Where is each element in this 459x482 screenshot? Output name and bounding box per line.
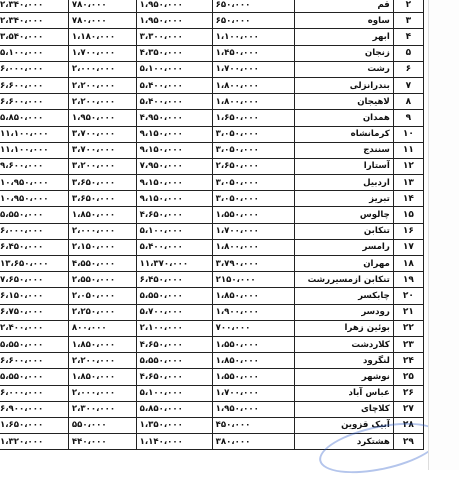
rate-2-cell: ۱،۹۵۰،۰۰۰ [136, 0, 212, 13]
rate-3-cell: ۱،۹۵۰،۰۰۰ [68, 110, 136, 126]
table-row [0, 223, 424, 239]
row-number-cell: ۱۵ [393, 207, 423, 223]
city-name-cell: بوئین زهرا [294, 320, 393, 336]
city-name-cell: لاهیجان [294, 94, 393, 110]
city-name-cell: آستارا [294, 158, 393, 174]
row-number-cell: ۲۱ [393, 304, 423, 320]
city-name-cell: عباس آباد [294, 385, 393, 401]
rate-2-cell: ۵،۴۰۰،۰۰۰ [136, 239, 212, 255]
row-number-cell: ۲۰ [393, 288, 423, 304]
rate-4-cell: ۶،۰۰۰،۰۰۰ [0, 385, 68, 401]
table-row [0, 94, 424, 110]
row-number-cell: ۱۸ [393, 256, 423, 272]
rate-2-cell: ۵،۱۰۰،۰۰۰ [136, 385, 212, 401]
row-number-cell: ۱۴ [393, 191, 423, 207]
rate-4-cell: ۵،۸۵۰،۰۰۰ [0, 110, 68, 126]
city-name-cell: بندرانزلی [294, 77, 393, 93]
table-row [0, 126, 424, 142]
rate-1-cell: ۱،۸۰۰،۰۰۰ [212, 77, 294, 93]
rate-1-cell: ۳۸۰،۰۰۰ [212, 434, 294, 450]
rate-2-cell: ۴،۶۵۰،۰۰۰ [136, 336, 212, 352]
rate-3-cell: ۷۸۰،۰۰۰ [68, 13, 136, 29]
table-row [0, 45, 424, 61]
rate-2-cell: ۵،۴۰۰،۰۰۰ [136, 94, 212, 110]
table-row [0, 401, 424, 417]
table-row [0, 272, 424, 288]
rate-4-cell: ۳،۵۴۰،۰۰۰ [0, 29, 68, 45]
city-name-cell: آبیک قزوین [294, 417, 393, 433]
table-row [0, 353, 424, 369]
rate-3-cell: ۲،۰۵۰،۰۰۰ [68, 288, 136, 304]
rate-2-cell: ۹،۱۵۰،۰۰۰ [136, 126, 212, 142]
table-row [0, 239, 424, 255]
row-number-cell: ۲۷ [393, 401, 423, 417]
rate-1-cell: ۷۰۰،۰۰۰ [212, 320, 294, 336]
row-number-cell: ۶ [393, 61, 423, 77]
row-number-cell: ۲۲ [393, 320, 423, 336]
city-name-cell: ابهر [294, 29, 393, 45]
row-number-cell: ۱۷ [393, 239, 423, 255]
table-row [0, 288, 424, 304]
rate-2-cell: ۵،۵۵۰،۰۰۰ [136, 288, 212, 304]
rate-2-cell: ۲،۱۰۰،۰۰۰ [136, 320, 212, 336]
table-row [0, 110, 424, 126]
rate-2-cell: ۵،۸۵۰،۰۰۰ [136, 401, 212, 417]
row-number-cell: ۱۲ [393, 158, 423, 174]
row-number-cell: ۲۴ [393, 353, 423, 369]
table-row [0, 77, 424, 93]
city-name-cell: سنندج [294, 142, 393, 158]
rate-2-cell: ۱،۱۴۰،۰۰۰ [136, 434, 212, 450]
rate-3-cell: ۸۰۰،۰۰۰ [68, 320, 136, 336]
rate-2-cell: ۴،۶۵۰،۰۰۰ [136, 207, 212, 223]
rate-2-cell: ۴،۹۵۰،۰۰۰ [136, 110, 212, 126]
rate-2-cell: ۴،۳۵۰،۰۰۰ [136, 45, 212, 61]
rate-1-cell: ۶۵۰،۰۰۰ [212, 13, 294, 29]
city-name-cell: اردبیل [294, 175, 393, 191]
table-row [0, 369, 424, 385]
city-name-cell: تبریز [294, 191, 393, 207]
rate-1-cell: ۱،۱۰۰،۰۰۰ [212, 29, 294, 45]
table-row [0, 385, 424, 401]
row-number-cell: ۴ [393, 29, 423, 45]
rate-1-cell: ۱،۵۵۰،۰۰۰ [212, 207, 294, 223]
row-number-cell: ۸ [393, 94, 423, 110]
row-number-cell: ۵ [393, 45, 423, 61]
rate-1-cell: ۱،۵۵۰،۰۰۰ [212, 369, 294, 385]
table-row [0, 175, 424, 191]
rate-2-cell: ۳،۳۰۰،۰۰۰ [136, 29, 212, 45]
rate-3-cell: ۳،۷۰۰،۰۰۰ [68, 142, 136, 158]
city-name-cell: کلاچای [294, 401, 393, 417]
row-number-cell: ۱۳ [393, 175, 423, 191]
rate-3-cell: ۱،۸۵۰،۰۰۰ [68, 207, 136, 223]
rate-4-cell: ۵،۵۵۰،۰۰۰ [0, 369, 68, 385]
rate-1-cell: ۲۱۵۰،۰۰۰ [212, 272, 294, 288]
rate-1-cell: ۲،۶۵۰،۰۰۰ [212, 158, 294, 174]
city-name-cell: هشتکرد [294, 434, 393, 450]
rate-4-cell: ۲،۳۴۰،۰۰۰ [0, 0, 68, 13]
rate-2-cell: ۱،۹۵۰،۰۰۰ [136, 13, 212, 29]
city-name-cell: رامسر [294, 239, 393, 255]
rate-3-cell: ۳،۷۰۰،۰۰۰ [68, 126, 136, 142]
table-row [0, 0, 424, 13]
page-margin [428, 0, 459, 470]
rate-1-cell: ۱،۹۵۰،۰۰۰ [212, 401, 294, 417]
rate-3-cell: ۳،۶۵۰،۰۰۰ [68, 175, 136, 191]
rate-2-cell: ۶،۴۵۰،۰۰۰ [136, 272, 212, 288]
city-name-cell: رودسر [294, 304, 393, 320]
rate-1-cell: ۶۵۰،۰۰۰ [212, 0, 294, 13]
rate-1-cell: ۱،۷۰۰،۰۰۰ [212, 385, 294, 401]
rate-1-cell: ۳،۰۵۰،۰۰۰ [212, 142, 294, 158]
rate-4-cell: ۱۰،۹۵۰،۰۰۰ [0, 175, 68, 191]
row-number-cell: ۲۹ [393, 434, 423, 450]
rate-4-cell: ۱۰،۹۵۰،۰۰۰ [0, 191, 68, 207]
table-row [0, 191, 424, 207]
rate-3-cell: ۳،۶۵۰،۰۰۰ [68, 191, 136, 207]
rate-1-cell: ۳،۰۵۰،۰۰۰ [212, 126, 294, 142]
table-row [0, 256, 424, 272]
city-name-cell: نوشهر [294, 369, 393, 385]
table-row [0, 142, 424, 158]
rate-3-cell: ۱،۱۸۰،۰۰۰ [68, 29, 136, 45]
city-name-cell: کلاردشت [294, 336, 393, 352]
city-name-cell: همدان [294, 110, 393, 126]
rate-4-cell: ۹،۶۰۰،۰۰۰ [0, 158, 68, 174]
rate-1-cell: ۳،۰۵۰،۰۰۰ [212, 191, 294, 207]
rate-1-cell: ۳،۷۹۰،۰۰۰ [212, 256, 294, 272]
rate-2-cell: ۵،۴۰۰،۰۰۰ [136, 77, 212, 93]
rate-1-cell: ۱،۹۰۰،۰۰۰ [212, 304, 294, 320]
rate-2-cell: ۵،۵۵۰،۰۰۰ [136, 353, 212, 369]
rate-3-cell: ۵۵۰،۰۰۰ [68, 417, 136, 433]
rate-4-cell: ۱۳،۶۵۰،۰۰۰ [0, 256, 68, 272]
rate-3-cell: ۲،۵۵۰،۰۰۰ [68, 272, 136, 288]
rate-4-cell: ۱۱،۱۰۰،۰۰۰ [0, 126, 68, 142]
rate-4-cell: ۱،۶۵۰،۰۰۰ [0, 417, 68, 433]
rate-1-cell: ۱،۷۰۰،۰۰۰ [212, 61, 294, 77]
rate-1-cell: ۱،۸۰۰،۰۰۰ [212, 239, 294, 255]
row-number-cell: ۲۵ [393, 369, 423, 385]
rate-4-cell: ۱،۳۲۰،۰۰۰ [0, 434, 68, 450]
rate-4-cell: ۶،۷۵۰،۰۰۰ [0, 304, 68, 320]
table-row [0, 13, 424, 29]
rate-3-cell: ۲،۰۰۰،۰۰۰ [68, 61, 136, 77]
rate-1-cell: ۴۵۰،۰۰۰ [212, 417, 294, 433]
city-name-cell: قم [294, 0, 393, 13]
rate-3-cell: ۱،۷۰۰،۰۰۰ [68, 45, 136, 61]
rate-1-cell: ۳،۰۵۰،۰۰۰ [212, 175, 294, 191]
row-number-cell: ۲۸ [393, 417, 423, 433]
rate-3-cell: ۲،۲۰۰،۰۰۰ [68, 77, 136, 93]
row-number-cell: ۲۳ [393, 336, 423, 352]
table-row [0, 29, 424, 45]
rate-2-cell: ۹،۱۵۰،۰۰۰ [136, 175, 212, 191]
row-number-cell: ۱۱ [393, 142, 423, 158]
rate-3-cell: ۱،۸۵۰،۰۰۰ [68, 336, 136, 352]
rate-3-cell: ۲،۳۰۰،۰۰۰ [68, 401, 136, 417]
rate-3-cell: ۴،۵۵۰،۰۰۰ [68, 256, 136, 272]
row-number-cell: ۱۹ [393, 272, 423, 288]
rate-4-cell: ۶،۰۰۰،۰۰۰ [0, 61, 68, 77]
rate-4-cell: ۶،۰۰۰،۰۰۰ [0, 223, 68, 239]
rate-3-cell: ۱،۸۵۰،۰۰۰ [68, 369, 136, 385]
rate-2-cell: ۵،۱۰۰،۰۰۰ [136, 223, 212, 239]
rate-1-cell: ۱،۷۰۰،۰۰۰ [212, 223, 294, 239]
rate-4-cell: ۶،۶۰۰،۰۰۰ [0, 353, 68, 369]
rate-4-cell: ۲،۳۴۰،۰۰۰ [0, 13, 68, 29]
row-number-cell: ۱۶ [393, 223, 423, 239]
city-name-cell: تنکابن [294, 223, 393, 239]
rate-1-cell: ۱،۵۵۰،۰۰۰ [212, 336, 294, 352]
row-number-cell: ۱۰ [393, 126, 423, 142]
city-name-cell: ساوه [294, 13, 393, 29]
table-row [0, 320, 424, 336]
row-number-cell: ۹ [393, 110, 423, 126]
rate-3-cell: ۲،۲۵۰،۰۰۰ [68, 304, 136, 320]
rate-1-cell: ۱،۸۵۰،۰۰۰ [212, 288, 294, 304]
city-name-cell: کرمانشاه [294, 126, 393, 142]
rate-4-cell: ۶،۶۰۰،۰۰۰ [0, 77, 68, 93]
rate-4-cell: ۶،۶۰۰،۰۰۰ [0, 94, 68, 110]
rate-1-cell: ۱،۸۰۰،۰۰۰ [212, 94, 294, 110]
rate-3-cell: ۲،۲۰۰،۰۰۰ [68, 94, 136, 110]
rate-3-cell: ۲،۰۰۰،۰۰۰ [68, 385, 136, 401]
rate-4-cell: ۲،۴۰۰،۰۰۰ [0, 320, 68, 336]
rate-4-cell: ۶،۴۵۰،۰۰۰ [0, 239, 68, 255]
rate-4-cell: ۵،۵۵۰،۰۰۰ [0, 336, 68, 352]
rate-2-cell: ۴،۶۵۰،۰۰۰ [136, 369, 212, 385]
row-number-cell: ۳ [393, 13, 423, 29]
city-name-cell: مهران [294, 256, 393, 272]
rate-2-cell: ۹،۱۵۰،۰۰۰ [136, 191, 212, 207]
rate-2-cell: ۵،۱۰۰،۰۰۰ [136, 61, 212, 77]
table-row [0, 207, 424, 223]
table-row [0, 304, 424, 320]
row-number-cell: ۲ [393, 0, 423, 13]
rate-1-cell: ۱،۶۵۰،۰۰۰ [212, 110, 294, 126]
rate-2-cell: ۱،۳۵۰،۰۰۰ [136, 417, 212, 433]
rate-4-cell: ۱۱،۱۰۰،۰۰۰ [0, 142, 68, 158]
table-row [0, 336, 424, 352]
city-name-cell: زنجان [294, 45, 393, 61]
rate-1-cell: ۱،۸۵۰،۰۰۰ [212, 353, 294, 369]
rate-3-cell: ۲،۱۵۰،۰۰۰ [68, 239, 136, 255]
rate-4-cell: ۷،۶۵۰،۰۰۰ [0, 272, 68, 288]
rate-3-cell: ۲،۲۰۰،۰۰۰ [68, 353, 136, 369]
city-name-cell: لنگرود [294, 353, 393, 369]
table-row [0, 158, 424, 174]
rate-3-cell: ۲،۰۰۰،۰۰۰ [68, 223, 136, 239]
rate-1-cell: ۱،۴۵۰،۰۰۰ [212, 45, 294, 61]
rate-4-cell: ۶،۱۵۰،۰۰۰ [0, 288, 68, 304]
rate-3-cell: ۳،۲۰۰،۰۰۰ [68, 158, 136, 174]
rate-4-cell: ۵،۱۰۰،۰۰۰ [0, 45, 68, 61]
rate-4-cell: ۶،۹۰۰،۰۰۰ [0, 401, 68, 417]
rate-2-cell: ۱۱،۳۷۰،۰۰۰ [136, 256, 212, 272]
city-name-cell: رشت [294, 61, 393, 77]
table-row [0, 61, 424, 77]
city-name-cell: چابکسر [294, 288, 393, 304]
rate-2-cell: ۵،۷۰۰،۰۰۰ [136, 304, 212, 320]
city-name-cell: چالوس [294, 207, 393, 223]
rate-2-cell: ۷،۹۵۰،۰۰۰ [136, 158, 212, 174]
city-name-cell: تنکابن ازمسیررشت [294, 272, 393, 288]
row-number-cell: ۷ [393, 77, 423, 93]
rate-3-cell: ۷۸۰،۰۰۰ [68, 0, 136, 13]
rate-2-cell: ۹،۱۵۰،۰۰۰ [136, 142, 212, 158]
row-number-cell: ۲۶ [393, 385, 423, 401]
rate-3-cell: ۴۴۰،۰۰۰ [68, 434, 136, 450]
rate-4-cell: ۵،۵۵۰،۰۰۰ [0, 207, 68, 223]
